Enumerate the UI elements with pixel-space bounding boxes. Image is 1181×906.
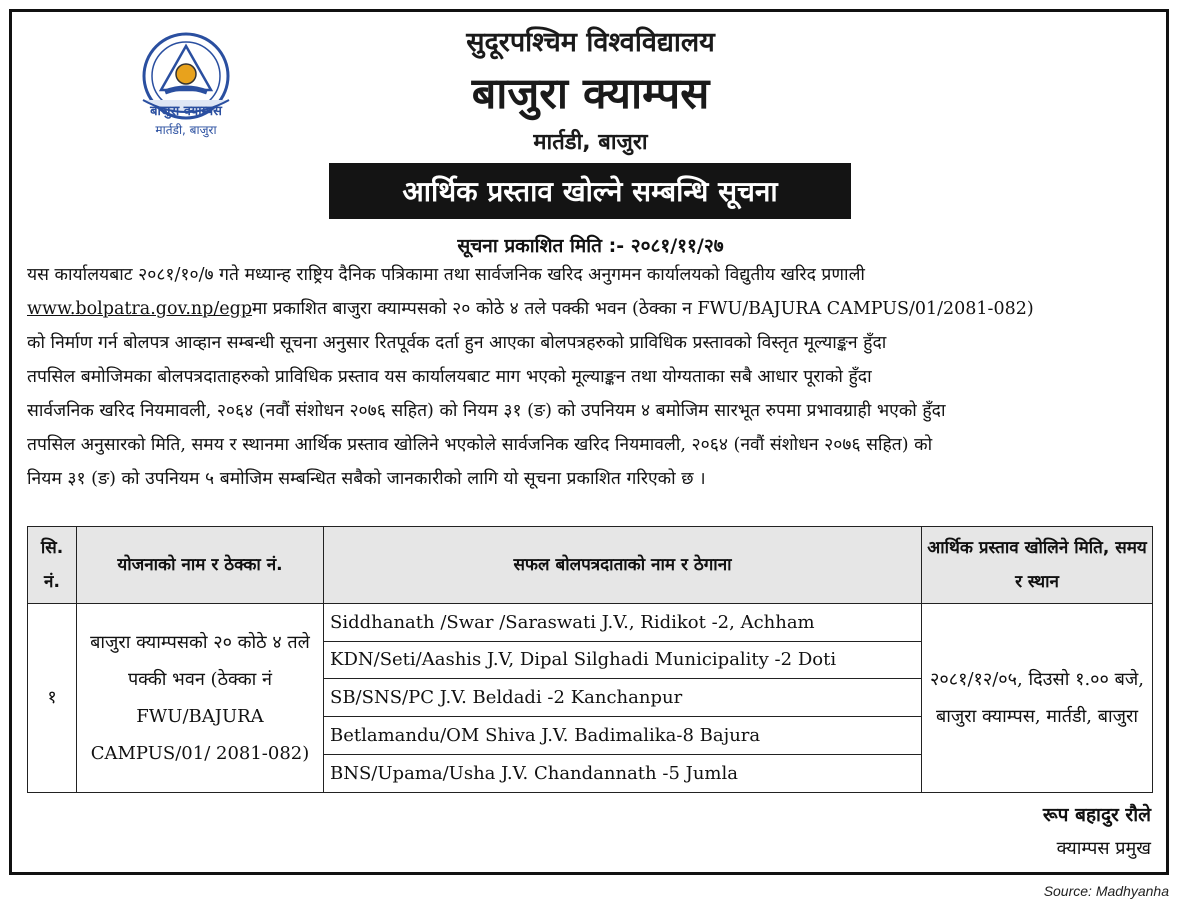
bidder-name: Siddhanath /Swar /Saraswati J.V., Ridikot -2, Achham [324,603,922,641]
published-date: सूचना प्रकाशित मिति :- २०८१/११/२७ [457,235,724,257]
egp-link[interactable]: www.bolpatra.gov.np/egp [27,299,253,319]
bidder-name: SB/SNS/PC J.V. Beldadi -2 Kanchanpur [324,679,922,717]
row-sn: १ [28,603,77,792]
bidder-name: BNS/Upama/Usha J.V. Chandannath -5 Jumla [324,755,922,793]
header-opening: आर्थिक प्रस्ताव खोलिने मिति, समय र स्थान [922,527,1153,604]
svg-text:बाजुरा क्याम्पस: बाजुरा क्याम्पस [150,104,222,119]
university-name: सुदूरपश्चिम विश्वविद्यालय [466,27,715,58]
body-line: यस कार्यालयबाट २०८१/१०/७ गते मध्यान्ह राष्ट्रिय दैनिक पत्रिकामा तथा सार्वजनिक खरिद अनुगमन कार्यालयको विद्युतीय खरिद प्रणाली [27,265,865,285]
body-line: सार्वजनिक खरिद नियमावली, २०६४ (नवौं संशोधन २०७६ सहित) को नियम ३१ (ङ) को उपनियम ४ बमोजिम सारभूत रुपमा प्रभावग्राही भएको हुँदा [27,401,946,421]
body-line: तपसिल अनुसारको मिति, समय र स्थानमा आर्थिक प्रस्ताव खोलिने भएकोले सार्वजनिक खरिद नियमावली, २०६४ (नवौं संशोधन २०७६ सहित) को [27,435,933,455]
table-row [28,603,1153,641]
body-line: नियम ३१ (ङ) को उपनियम ५ बमोजिम सम्बन्धित सबैको जानकारीको लागि यो सूचना प्रकाशित गरिएको छ । [27,469,706,489]
bidder-name: KDN/Seti/Aashis J.V, Dipal Silghadi Municipality -2 Doti [324,641,922,679]
signatory-title: क्याम्पस प्रमुख [1056,838,1151,859]
campus-name: बाजुरा क्याम्पस [471,69,710,119]
table-header-row [28,527,1153,604]
source-credit: Source: Madhyanha [1043,883,1169,899]
signatory-name: रूप बहादुर रौले [1042,804,1151,826]
body-line: को निर्माण गर्न बोलपत्र आव्हान सम्बन्धी सूचना अनुसार रितपूर्वक दर्ता हुन आएका बोलपत्रहरुको प्राविधिक प्रस्तावको विस्तृत मूल्याङ्कन हुँदा [27,333,887,353]
header-sn: सि. नं. [28,527,77,604]
notice-title: आर्थिक प्रस्ताव खोल्ने सम्बन्धि सूचना [329,163,851,219]
campus-location: मार्तडी, बाजुरा [533,130,648,155]
bidder-name: Betlamandu/OM Shiva J.V. Badimalika-8 Bajura [324,717,922,755]
bidders-table [27,526,1153,793]
row-project: बाजुरा क्याम्पसको २० कोठे ४ तले पक्की भवन (ठेक्का नं FWU/BAJURA CAMPUS/01/ 2081-082) [77,603,324,792]
row-opening: २०८१/१२/०५, दिउसो १.०० बजे, बाजुरा क्याम्पस, मार्तडी, बाजुरा [922,603,1153,792]
body-line: तपसिल बमोजिमका बोलपत्रदाताहरुको प्राविधिक प्रस्ताव यस कार्यालयबाट माग भएको मूल्याङ्कन तथा योग्यताका सबै आधार पूराको हुँदा [27,367,872,387]
header-project: योजनाको नाम र ठेक्का नं. [77,527,324,604]
notice-body [27,258,1152,496]
header-bidders: सफल बोलपत्रदाताको नाम र ठेगाना [324,527,922,604]
svg-text:मार्तडी, बाजुरा: मार्तडी, बाजुरा [155,123,217,137]
body-line: www.bolpatra.gov.np/egpमा प्रकाशित बाजुरा क्याम्पसको २० कोठे ४ तले पक्की भवन (ठेक्का न FWU/BAJURA CAMPUS/01/2081-082) [27,299,1034,319]
